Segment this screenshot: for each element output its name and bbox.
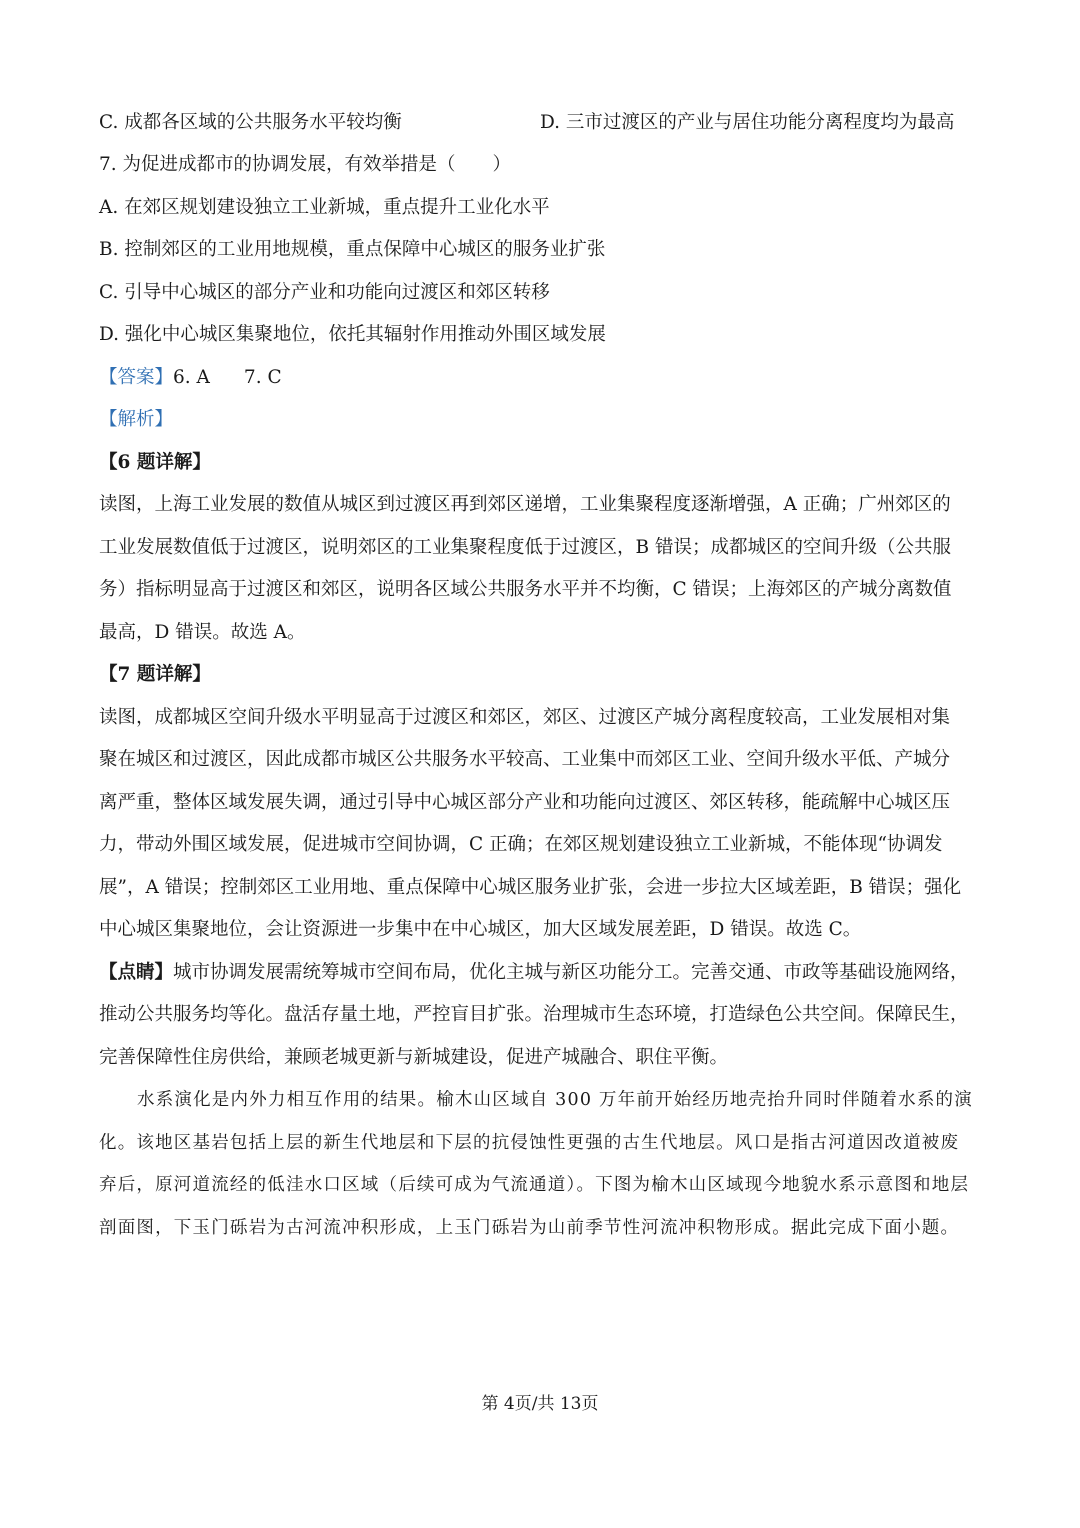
page-number: 第 4页/共 13页 <box>481 1394 599 1414</box>
insight-tag: 【点睛】 <box>99 962 174 983</box>
q6-option-c: C. 成都各区域的公共服务水平较均衡 <box>99 112 402 133</box>
q6-option-d: D. 三市过渡区的产业与居住功能分离程度均为最高 <box>540 112 955 133</box>
detail6-line: 工业发展数值低于过渡区，说明郊区的工业集聚程度低于过渡区，B 错误；成都城区的空间升级（公共服 <box>99 537 951 558</box>
detail6-line: 最高，D 错误。故选 A。 <box>99 622 306 643</box>
passage-line: 化。该地区基岩包括上层的新生代地层和下层的抗侵蚀性更强的古生代地层。风口是指古河道因改道被废 <box>99 1133 960 1153</box>
q7-stem: 7. 为促进成都市的协调发展，有效举措是（ ） <box>99 154 512 175</box>
q6-options-row <box>99 110 984 136</box>
q7-option-c: C. 引导中心城区的部分产业和功能向过渡区和郊区转移 <box>99 282 550 303</box>
detail7-line: 读图，成都城区空间升级水平明显高于过渡区和郊区，郊区、过渡区产城分离程度较高，工业发展相对集 <box>99 707 951 728</box>
answer-tag: 【答案】 <box>99 367 174 388</box>
detail6-line: 务）指标明显高于过渡区和郊区，说明各区域公共服务水平并不均衡，C 错误；上海郊区的产城分离数值 <box>99 579 952 600</box>
analysis-tag: 【解析】 <box>99 409 174 430</box>
detail7-line: 中心城区集聚地位，会让资源进一步集中在中心城区，加大区域发展差距，D 错误。故选 C。 <box>99 919 862 940</box>
insight-line: 推动公共服务均等化。盘活存量土地，严控盲目扩张。治理城市生态环境，打造绿色公共空间。保障民生， <box>99 1004 969 1025</box>
q7-option-d: D. 强化中心城区集聚地位，依托其辐射作用推动外围区域发展 <box>99 324 606 345</box>
passage-line: 弃后，原河道流经的低洼水口区域（后续可成为气流通道）。下图为榆木山区域现今地貌水系示意图和地层 <box>99 1175 970 1195</box>
detail6-line: 读图，上海工业发展的数值从城区到过渡区再到郊区递增，工业集聚程度逐渐增强，A 正确；广州郊区的 <box>99 494 951 515</box>
detail7-line: 聚在城区和过渡区，因此成都市城区公共服务水平较高、工业集中而郊区工业、空间升级水平低、产城分 <box>99 749 951 770</box>
insight-line: 完善保障性住房供给，兼顾老城更新与新城建设，促进产城融合、职住平衡。 <box>99 1047 729 1068</box>
answer-line <box>99 365 984 391</box>
detail7-line: 展”，A 错误；控制郊区工业用地、重点保障中心城区服务业扩张，会进一步拉大区域差距，B 错误；强化 <box>99 877 962 898</box>
detail7-title: 【7 题详解】 <box>99 664 211 685</box>
passage-line: 剖面图，下玉门砾岩为古河流冲积形成，上玉门砾岩为山前季节性河流冲积物形成。据此完成下面小题。 <box>99 1218 960 1238</box>
detail7-line: 离严重，整体区域发展失调，通过引导中心城区部分产业和功能向过渡区、郊区转移，能疏解中心城区压 <box>99 792 951 813</box>
answer-6: 6. A <box>173 367 210 388</box>
passage-line: 水系演化是内外力相互作用的结果。榆木山区域自 300 万年前开始经历地壳抬升同时伴随着水系的演 <box>137 1090 973 1110</box>
insight-text: 城市协调发展需统筹城市空间布局，优化主城与新区功能分工。完善交通、市政等基础设施网络， <box>173 962 969 983</box>
detail6-title: 【6 题详解】 <box>99 452 211 473</box>
q7-option-a: A. 在郊区规划建设独立工业新城，重点提升工业化水平 <box>99 197 550 218</box>
insight-first-line <box>99 960 984 986</box>
answer-7: 7. C <box>243 367 282 388</box>
analysis-heading <box>99 407 984 433</box>
q7-option-b: B. 控制郊区的工业用地规模，重点保障中心城区的服务业扩张 <box>99 239 606 260</box>
detail7-line: 力，带动外围区域发展，促进城市空间协调，C 正确；在郊区规划建设独立工业新城，不能体现“协调发 <box>99 834 943 855</box>
